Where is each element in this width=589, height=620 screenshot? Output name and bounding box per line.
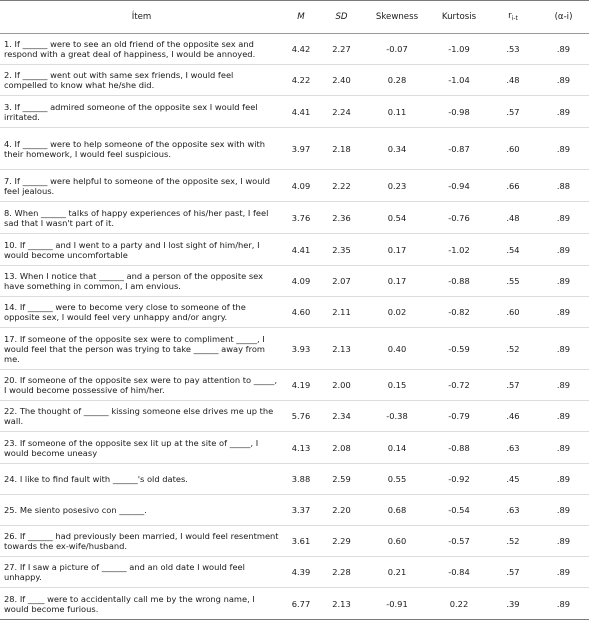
header-row xyxy=(0,1,589,34)
item-text-end: were to see an old friend of the opposite sex and respond with a great deal of happiness, I would be annoyed. xyxy=(4,39,256,59)
item-text-cell xyxy=(0,526,283,557)
item-text-start: 13. When I notice that xyxy=(4,271,100,281)
sd-cell: 2.40 xyxy=(319,65,364,96)
sd-cell: 2.59 xyxy=(319,464,364,495)
kurtosis-cell: -0.84 xyxy=(430,557,488,588)
skewness-cell: 0.28 xyxy=(364,65,430,96)
header-mean: M xyxy=(283,1,319,34)
sd-cell: 2.36 xyxy=(319,202,364,234)
mean-cell: 3.97 xyxy=(283,128,319,170)
item-blank: ______ xyxy=(119,505,145,515)
sd-cell: 2.08 xyxy=(319,432,364,464)
item-text-cell xyxy=(0,234,283,266)
mean-cell: 3.88 xyxy=(283,464,319,495)
skewness-cell: -0.07 xyxy=(364,34,430,65)
item-text-cell xyxy=(0,96,283,128)
item-text-start: 20. If someone of the opposite sex were to pay attention to xyxy=(4,375,254,385)
sd-cell: 2.22 xyxy=(319,170,364,202)
item-total-r-cell: .48 xyxy=(488,65,538,96)
sd-cell: 2.00 xyxy=(319,370,364,401)
alpha-cell: .89 xyxy=(538,464,589,495)
item-text-end: , I would become possessive of him/her. xyxy=(4,375,278,395)
alpha-cell: .89 xyxy=(538,65,589,96)
item-blank: ______ xyxy=(22,101,48,112)
skewness-cell: 0.60 xyxy=(364,526,430,557)
item-text-end: had previously been married, I would feel resentment towards the ex-wife/husband. xyxy=(4,531,279,551)
table-row xyxy=(0,202,589,234)
item-text-end: 's old dates. xyxy=(137,474,188,484)
item-text-end: were helpful to someone of the opposite sex, I would feel jealous. xyxy=(4,175,271,196)
alpha-cell: .89 xyxy=(538,96,589,128)
item-text-end: . xyxy=(144,505,147,515)
item-text-cell xyxy=(0,65,283,96)
item-text-start: 2. If xyxy=(4,70,23,80)
item-text-end: kissing someone else drives me up the wall. xyxy=(4,406,274,426)
table-row xyxy=(0,96,589,128)
kurtosis-cell: -0.82 xyxy=(430,297,488,328)
sd-cell: 2.11 xyxy=(319,297,364,328)
item-text-end: and an old date I would feel unhappy. xyxy=(4,562,245,582)
kurtosis-cell: -0.72 xyxy=(430,370,488,401)
table-row xyxy=(0,495,589,526)
table-row xyxy=(0,588,589,620)
item-text-end: were to accidentally call me by the wrong name, I would become furious. xyxy=(4,593,255,614)
item-text-start: 4. If xyxy=(4,138,23,149)
skewness-cell: 0.68 xyxy=(364,495,430,526)
mean-cell: 3.37 xyxy=(283,495,319,526)
alpha-cell: .89 xyxy=(538,202,589,234)
item-text-start: 14. If xyxy=(4,302,28,312)
mean-cell: 4.41 xyxy=(283,234,319,266)
kurtosis-cell: -0.98 xyxy=(430,96,488,128)
sd-cell: 2.07 xyxy=(319,266,364,297)
table-row xyxy=(0,432,589,464)
skewness-cell: 0.34 xyxy=(364,128,430,170)
mean-cell: 4.22 xyxy=(283,65,319,96)
item-blank: ______ xyxy=(27,531,53,541)
item-blank: ______ xyxy=(22,175,48,186)
table-row xyxy=(0,464,589,495)
item-total-r-cell: .57 xyxy=(488,370,538,401)
item-text-start: 10. If xyxy=(4,239,28,250)
item-text-cell xyxy=(0,266,283,297)
alpha-cell: .89 xyxy=(538,297,589,328)
alpha-cell: .89 xyxy=(538,526,589,557)
item-blank: ______ xyxy=(101,562,127,572)
item-text-start: 3. If xyxy=(4,101,23,112)
item-total-r-cell: .57 xyxy=(488,557,538,588)
alpha-cell: .89 xyxy=(538,401,589,432)
skewness-cell: 0.21 xyxy=(364,557,430,588)
kurtosis-cell: -0.87 xyxy=(430,128,488,170)
kurtosis-cell: -0.92 xyxy=(430,464,488,495)
alpha-cell: .88 xyxy=(538,170,589,202)
item-text-start: 26. If xyxy=(4,531,28,541)
mean-cell: 3.61 xyxy=(283,526,319,557)
table-row xyxy=(0,297,589,328)
item-text-cell xyxy=(0,432,283,464)
item-text-cell xyxy=(0,328,283,370)
alpha-cell: .89 xyxy=(538,495,589,526)
item-total-r-cell: .53 xyxy=(488,34,538,65)
skewness-cell: 0.40 xyxy=(364,328,430,370)
table-row xyxy=(0,370,589,401)
item-blank: ____ xyxy=(27,593,45,604)
item-text-start: 8. When xyxy=(4,207,42,218)
table-row xyxy=(0,557,589,588)
kurtosis-cell: -0.54 xyxy=(430,495,488,526)
table-row xyxy=(0,328,589,370)
item-text-start: 17. If someone of the opposite sex were to compliment xyxy=(4,333,237,344)
skewness-cell: -0.91 xyxy=(364,588,430,620)
item-text-end: talks of happy experiences of his/her past, I feel sad that I wasn't part of it. xyxy=(4,207,269,228)
item-text-cell xyxy=(0,401,283,432)
item-text-end: went out with same sex friends, I would feel compelled to know what he/she did. xyxy=(4,70,234,90)
sd-cell: 2.29 xyxy=(319,526,364,557)
table-row xyxy=(0,266,589,297)
kurtosis-cell: -0.59 xyxy=(430,328,488,370)
table-row xyxy=(0,234,589,266)
sd-cell: 2.18 xyxy=(319,128,364,170)
skewness-cell: 0.14 xyxy=(364,432,430,464)
table-row xyxy=(0,401,589,432)
item-text-cell xyxy=(0,128,283,170)
item-total-r-cell: .60 xyxy=(488,297,538,328)
item-blank: _____ xyxy=(253,375,275,385)
alpha-cell: .89 xyxy=(538,432,589,464)
header-kurtosis: Kurtosis xyxy=(430,1,488,34)
table-row xyxy=(0,526,589,557)
header-alpha: (α-i) xyxy=(538,1,589,34)
item-total-r-cell: .48 xyxy=(488,202,538,234)
item-total-r-cell: .63 xyxy=(488,432,538,464)
mean-cell: 4.39 xyxy=(283,557,319,588)
skewness-cell: 0.23 xyxy=(364,170,430,202)
skewness-cell: 0.54 xyxy=(364,202,430,234)
item-text-cell xyxy=(0,202,283,234)
skewness-cell: 0.15 xyxy=(364,370,430,401)
kurtosis-cell: -0.94 xyxy=(430,170,488,202)
item-total-r-cell: .45 xyxy=(488,464,538,495)
sd-cell: 2.13 xyxy=(319,328,364,370)
item-text-cell xyxy=(0,370,283,401)
item-text-end: and a person of the opposite sex have something in common, I am envious. xyxy=(4,271,264,291)
table-body xyxy=(0,34,589,620)
mean-cell: 4.09 xyxy=(283,170,319,202)
kurtosis-cell: -0.79 xyxy=(430,401,488,432)
alpha-cell: .89 xyxy=(538,34,589,65)
skewness-cell: -0.38 xyxy=(364,401,430,432)
item-text-cell xyxy=(0,297,283,328)
item-blank: _____ xyxy=(236,333,258,344)
item-blank: ______ xyxy=(22,138,48,149)
item-total-r-cell: .52 xyxy=(488,328,538,370)
table-header xyxy=(0,1,589,34)
header-item: Ítem xyxy=(0,1,283,34)
sd-cell: 2.28 xyxy=(319,557,364,588)
mean-cell: 4.19 xyxy=(283,370,319,401)
mean-cell: 4.60 xyxy=(283,297,319,328)
alpha-cell: .89 xyxy=(538,557,589,588)
alpha-cell: .89 xyxy=(538,266,589,297)
item-text-cell xyxy=(0,34,283,65)
item-text-cell xyxy=(0,557,283,588)
alpha-cell: .89 xyxy=(538,328,589,370)
kurtosis-cell: -1.02 xyxy=(430,234,488,266)
alpha-cell: .89 xyxy=(538,234,589,266)
item-total-r-cell: .60 xyxy=(488,128,538,170)
table-row xyxy=(0,34,589,65)
item-total-r-cell: .52 xyxy=(488,526,538,557)
table-row xyxy=(0,65,589,96)
alpha-cell: .89 xyxy=(538,128,589,170)
alpha-cell: .89 xyxy=(538,588,589,620)
skewness-cell: 0.02 xyxy=(364,297,430,328)
kurtosis-cell: -1.04 xyxy=(430,65,488,96)
item-text-start: 25. Me siento posesivo con xyxy=(4,505,120,515)
header-item-total-r xyxy=(488,1,538,34)
kurtosis-cell: -0.88 xyxy=(430,266,488,297)
item-text-end: and I went to a party and I lost sight of him/her, I would become uncomfortable xyxy=(4,239,260,260)
item-text-start: 7. If xyxy=(4,175,23,186)
item-text-end: were to help someone of the opposite sex with with their homework, I would feel suspicious. xyxy=(4,138,266,159)
item-blank: ______ xyxy=(22,39,48,49)
mean-cell: 4.41 xyxy=(283,96,319,128)
mean-cell: 4.42 xyxy=(283,34,319,65)
item-text-start: 27. If I saw a picture of xyxy=(4,562,102,572)
sd-cell: 2.13 xyxy=(319,588,364,620)
sd-cell: 2.27 xyxy=(319,34,364,65)
item-text-cell xyxy=(0,495,283,526)
mean-cell: 6.77 xyxy=(283,588,319,620)
kurtosis-cell: 0.22 xyxy=(430,588,488,620)
item-text-start: 23. If someone of the opposite sex lit up at the site of xyxy=(4,437,230,448)
sd-cell: 2.34 xyxy=(319,401,364,432)
header-r-subscript: i-t xyxy=(511,14,518,22)
item-blank: ______ xyxy=(22,70,48,80)
header-r-label: r xyxy=(508,10,512,21)
item-total-r-cell: .46 xyxy=(488,401,538,432)
table-row xyxy=(0,170,589,202)
sd-cell: 2.20 xyxy=(319,495,364,526)
kurtosis-cell: -0.88 xyxy=(430,432,488,464)
item-total-r-cell: .63 xyxy=(488,495,538,526)
item-total-r-cell: .57 xyxy=(488,96,538,128)
item-text-start: 28. If xyxy=(4,593,28,604)
sd-cell: 2.24 xyxy=(319,96,364,128)
item-text-start: 22. The thought of xyxy=(4,406,84,416)
skewness-cell: 0.55 xyxy=(364,464,430,495)
mean-cell: 4.13 xyxy=(283,432,319,464)
mean-cell: 4.09 xyxy=(283,266,319,297)
skewness-cell: 0.17 xyxy=(364,234,430,266)
kurtosis-cell: -0.57 xyxy=(430,526,488,557)
item-text-end: , I would feel that the person was trying to take ______ away from me. xyxy=(4,333,265,364)
item-text-start: 24. I like to find fault with xyxy=(4,474,113,484)
item-blank: ______ xyxy=(112,474,138,484)
kurtosis-cell: -1.09 xyxy=(430,34,488,65)
header-sd: SD xyxy=(319,1,364,34)
item-blank: ______ xyxy=(27,239,53,250)
item-text-cell xyxy=(0,588,283,620)
item-blank: ______ xyxy=(41,207,66,218)
item-blank: ______ xyxy=(99,271,124,281)
item-text-cell xyxy=(0,464,283,495)
alpha-cell: .89 xyxy=(538,370,589,401)
item-text-cell xyxy=(0,170,283,202)
mean-cell: 3.93 xyxy=(283,328,319,370)
item-text-start: 1. If xyxy=(4,39,23,49)
item-blank: ______ xyxy=(83,406,109,416)
item-total-r-cell: .55 xyxy=(488,266,538,297)
sd-cell: 2.35 xyxy=(319,234,364,266)
mean-cell: 5.76 xyxy=(283,401,319,432)
item-text-end: admired someone of the opposite sex I would feel irritated. xyxy=(4,101,258,122)
item-blank: ______ xyxy=(27,302,53,312)
item-total-r-cell: .66 xyxy=(488,170,538,202)
skewness-cell: 0.11 xyxy=(364,96,430,128)
item-total-r-cell: .54 xyxy=(488,234,538,266)
item-total-r-cell: .39 xyxy=(488,588,538,620)
table-row xyxy=(0,128,589,170)
item-blank: _____ xyxy=(229,437,251,448)
item-text-end: , I would become uneasy xyxy=(4,437,259,458)
kurtosis-cell: -0.76 xyxy=(430,202,488,234)
mean-cell: 3.76 xyxy=(283,202,319,234)
skewness-cell: 0.17 xyxy=(364,266,430,297)
header-skewness: Skewness xyxy=(364,1,430,34)
item-text-end: were to become very close to someone of the opposite sex, I would feel very unhappy and/or angry. xyxy=(4,302,246,322)
